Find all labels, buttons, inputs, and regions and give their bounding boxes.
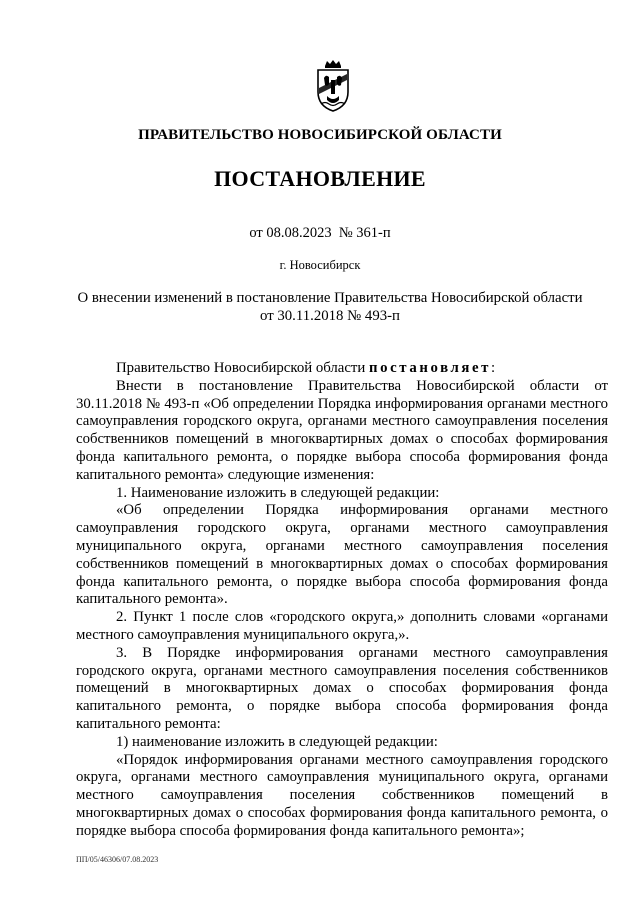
- paragraph-preamble: [76, 360, 608, 378]
- paragraph-amendment-intro: Внести в постановление Правительства Новосибирской области от 30.11.2018 № 493-п «Об определении Порядка информирования органами местного самоуправления городского округа, органами местного самоуправления поселения собственников помещений в многоквартирных домах о способах формирования фонда капитального ремонта, о порядке выбора способа формирования фонда капитального ремонта» следующие изменения:: [76, 377, 608, 483]
- government-name: ПРАВИТЕЛЬСТВО НОВОСИБИРСКОЙ ОБЛАСТИ: [138, 127, 502, 143]
- paragraph-subitem-1: 1) наименование изложить в следующей редакции:: [116, 733, 438, 750]
- novosibirsk-coat-of-arms-icon: [316, 60, 350, 112]
- paragraph-item-3: 3. В Порядке информирования органами местного самоуправления городского округа, органами местного самоуправления поселения собственников помещений в многоквартирных домах о способах формирования фонда капитального ремонта, о порядке выбора способа формирования фонда капитального ремонта:: [76, 644, 608, 732]
- paragraph-item-2: 2. Пункт 1 после слов «городского округа,» дополнить словами «органами местного самоуправления муниципального округа,».: [76, 609, 608, 643]
- subject-line-1: О внесении изменений в постановление Правительства Новосибирской области: [77, 290, 583, 306]
- subject-line-2: от 30.11.2018 № 493-п: [260, 308, 400, 324]
- document-body: [76, 360, 608, 841]
- paragraph-item-1-text: «Об определении Порядка информирования органами местного самоуправления городского округа, органами местного самоуправления муниципального округа, органами местного самоуправления поселения собственников помещений в многоквартирных домах о способах формирования фонда капитального ремонта, о порядке выбора способа формирования фонда капитального ремонта».: [76, 502, 608, 608]
- preamble-keyword: постановляет: [369, 360, 492, 376]
- document-type-title: ПОСТАНОВЛЕНИЕ: [214, 166, 426, 191]
- document-footer-code: ПП/05/46306/07.08.2023: [76, 855, 159, 864]
- preamble-text: Правительство Новосибирской области: [116, 360, 369, 376]
- paragraph-item-1: 1. Наименование изложить в следующей редакции:: [116, 484, 440, 501]
- paragraph-subitem-1-text: «Порядок информирования органами местного самоуправления городского округа, органами местного самоуправления муниципального округа, органами местного самоуправления поселения собственников помещений в многоквартирных домах о способах формирования фонда капитального ремонта, о порядке выбора способа формирования фонда капитального ремонта»;: [76, 751, 608, 839]
- document-date-number: от 08.08.2023 № 361-п: [249, 225, 391, 241]
- document-subject: [60, 289, 600, 325]
- document-place: г. Новосибирск: [279, 258, 361, 272]
- preamble-colon: :: [491, 360, 496, 376]
